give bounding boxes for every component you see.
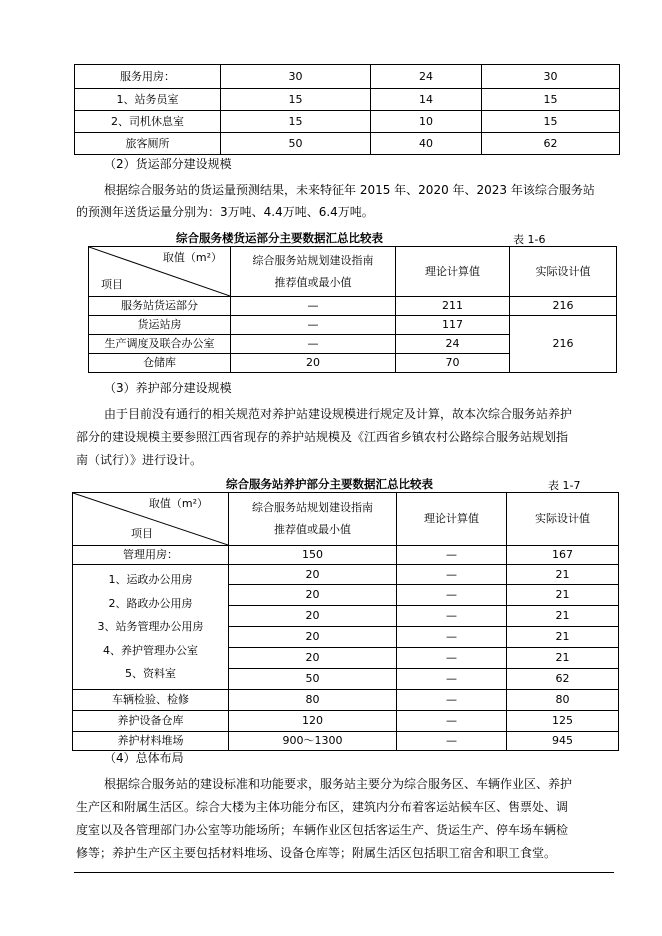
table-cell: 125 xyxy=(507,711,619,732)
table-cell: 2、司机休息室 xyxy=(75,111,221,133)
table-row xyxy=(89,297,617,316)
header-value-label: 取值（m²） xyxy=(162,251,222,264)
table-cell: 旅客厕所 xyxy=(75,133,221,155)
table-cell: 21 xyxy=(507,648,619,669)
table-cell: 20 xyxy=(231,354,396,373)
header-line: 推荐值或最小值 xyxy=(274,275,352,289)
table-cell: 900～1300 xyxy=(229,732,397,751)
table-cell: 150 xyxy=(229,546,397,565)
paragraph-line: 修等；养护生产区主要包括材料堆场、设备仓库等；附属生活区包括职工宿舍和职工食堂。 xyxy=(76,846,557,860)
table-cell: — xyxy=(397,732,507,751)
table-cell: 养护材料堆场 xyxy=(73,732,229,751)
table-row xyxy=(75,133,620,155)
column-header: 实际设计值 xyxy=(507,493,619,546)
header-item-label: 项目 xyxy=(131,527,153,540)
diagonal-header-cell xyxy=(89,247,231,297)
table-cell: 15 xyxy=(221,111,371,133)
table-cell: 养护设备仓库 xyxy=(73,711,229,732)
table-caption: 综合服务站养护部分主要数据汇总比较表 xyxy=(226,477,433,491)
table-cell: 70 xyxy=(396,354,510,373)
table-row xyxy=(73,732,619,751)
paragraph-line: 部分的建设规模主要参照江西省现存的养护站规模及《江西省乡镇农村公路综合服务站规划指 xyxy=(76,430,569,444)
paragraph-line: 由于目前没有通行的相关规范对养护站建设规模进行规定及计算，故本次综合服务站养护 xyxy=(104,407,573,421)
merged-label-cell xyxy=(73,565,229,690)
paragraph-line: 根据综合服务站的建设标准和功能要求，服务站主要分为综合服务区、车辆作业区、养护 xyxy=(104,777,573,791)
table-cell: 20 xyxy=(229,648,397,669)
header-line: 综合服务站规划建设指南 xyxy=(252,253,374,267)
table-header-row xyxy=(73,493,619,546)
table-cell: 服务用房： xyxy=(75,65,221,89)
table-cell: — xyxy=(397,565,507,585)
table-cell: 24 xyxy=(371,65,482,89)
column-header xyxy=(229,493,397,546)
table-cell: 40 xyxy=(371,133,482,155)
table-cell: 20 xyxy=(229,627,397,648)
table-cell: — xyxy=(397,606,507,627)
table-header-row xyxy=(89,247,617,297)
table-cell: — xyxy=(231,316,396,335)
header-item-label: 项目 xyxy=(101,278,123,291)
table-cell: 80 xyxy=(507,690,619,711)
table-cell: 车辆检验、检修 xyxy=(73,690,229,711)
table-cell: 仓储库 xyxy=(89,354,231,373)
table-row xyxy=(73,711,619,732)
table-row xyxy=(73,546,619,565)
table-cell: 62 xyxy=(507,669,619,690)
table-row xyxy=(75,89,620,111)
table-cell: — xyxy=(397,648,507,669)
table-cell: — xyxy=(231,297,396,316)
table-row xyxy=(89,316,617,335)
table-cell: 21 xyxy=(507,565,619,585)
table-cell: 30 xyxy=(221,65,371,89)
column-header: 理论计算值 xyxy=(397,493,507,546)
paragraph-line: 度室以及各管理部门办公室等功能场所；车辆作业区包括客运生产、货运生产、停车场车辆检 xyxy=(76,823,569,837)
table-cell: — xyxy=(397,690,507,711)
section-heading-layout: （4）总体布局 xyxy=(104,751,184,765)
table-number: 表 1-6 xyxy=(513,233,546,246)
table-cell: 15 xyxy=(482,111,620,133)
table-cell: 1、站务员室 xyxy=(75,89,221,111)
sub-item-label: 4、养护管理办公室 xyxy=(103,643,198,657)
sub-item-label: 3、站务管理办公用房 xyxy=(97,620,204,634)
table-cell: 117 xyxy=(396,316,510,335)
table-cell: 20 xyxy=(229,606,397,627)
table-cell: 80 xyxy=(229,690,397,711)
table-cell: — xyxy=(397,546,507,565)
table-cell: 21 xyxy=(507,585,619,606)
table-cell: — xyxy=(397,711,507,732)
freight-table xyxy=(88,246,617,373)
table-cell-merged: 216 xyxy=(510,316,617,373)
table-row xyxy=(75,65,620,89)
table-number: 表 1-7 xyxy=(548,479,581,492)
footer-rule xyxy=(74,872,614,873)
table-cell: 14 xyxy=(371,89,482,111)
table-cell: 50 xyxy=(221,133,371,155)
service-rooms-table xyxy=(74,64,620,155)
table-cell: 15 xyxy=(221,89,371,111)
sub-item-label: 2、路政办公用房 xyxy=(108,596,193,610)
table-row xyxy=(75,111,620,133)
table-cell: — xyxy=(397,627,507,648)
table-cell: 生产调度及联合办公室 xyxy=(89,335,231,354)
table-cell: 服务站货运部分 xyxy=(89,297,231,316)
table-cell: — xyxy=(397,669,507,690)
section-heading-freight: （2）货运部分建设规模 xyxy=(104,157,232,171)
table-cell: 20 xyxy=(229,585,397,606)
sub-item-label: 1、运政办公用房 xyxy=(108,573,193,587)
column-header: 理论计算值 xyxy=(396,247,510,297)
table-cell: 管理用房： xyxy=(73,546,229,565)
header-line: 推荐值或最小值 xyxy=(274,523,351,536)
table-row xyxy=(73,565,619,585)
header-value-label: 取值（m²） xyxy=(148,497,208,510)
section-heading-maintenance: （3）养护部分建设规模 xyxy=(104,381,232,395)
column-header: 实际设计值 xyxy=(510,247,617,297)
paragraph-line: 生产区和附属生活区。综合大楼为主体功能分布区，建筑内分布着客运站候车区、售票处、调 xyxy=(76,800,569,814)
paragraph-line: 的预测年送货运量分别为：3万吨、4.4万吨、6.4万吨。 xyxy=(76,205,374,219)
table-cell: 50 xyxy=(229,669,397,690)
table-cell: 945 xyxy=(507,732,619,751)
table-caption: 综合服务楼货运部分主要数据汇总比较表 xyxy=(176,231,383,245)
table-cell: 21 xyxy=(507,606,619,627)
table-cell: 货运站房 xyxy=(89,316,231,335)
column-header xyxy=(231,247,396,297)
table-cell: — xyxy=(397,585,507,606)
table-row xyxy=(73,690,619,711)
header-line: 综合服务站规划建设指南 xyxy=(252,501,373,514)
table-cell: 62 xyxy=(482,133,620,155)
sub-item-label: 5、资料室 xyxy=(125,667,176,681)
table-cell: 167 xyxy=(507,546,619,565)
table-cell: 30 xyxy=(482,65,620,89)
table-cell: 21 xyxy=(507,627,619,648)
table-cell: — xyxy=(231,335,396,354)
diagonal-header-cell xyxy=(73,493,229,546)
table-cell: 120 xyxy=(229,711,397,732)
table-cell: 24 xyxy=(396,335,510,354)
maintenance-table xyxy=(72,492,619,751)
paragraph-line: 根据综合服务站的货运量预测结果，未来特征年 2015 年、2020 年、2023 年该综合服务站 xyxy=(104,183,595,197)
table-cell: 20 xyxy=(229,565,397,585)
table-cell: 15 xyxy=(482,89,620,111)
paragraph-line: 南（试行）》进行设计。 xyxy=(76,453,203,467)
table-cell: 10 xyxy=(371,111,482,133)
table-cell: 211 xyxy=(396,297,510,316)
table-cell: 216 xyxy=(510,297,617,316)
